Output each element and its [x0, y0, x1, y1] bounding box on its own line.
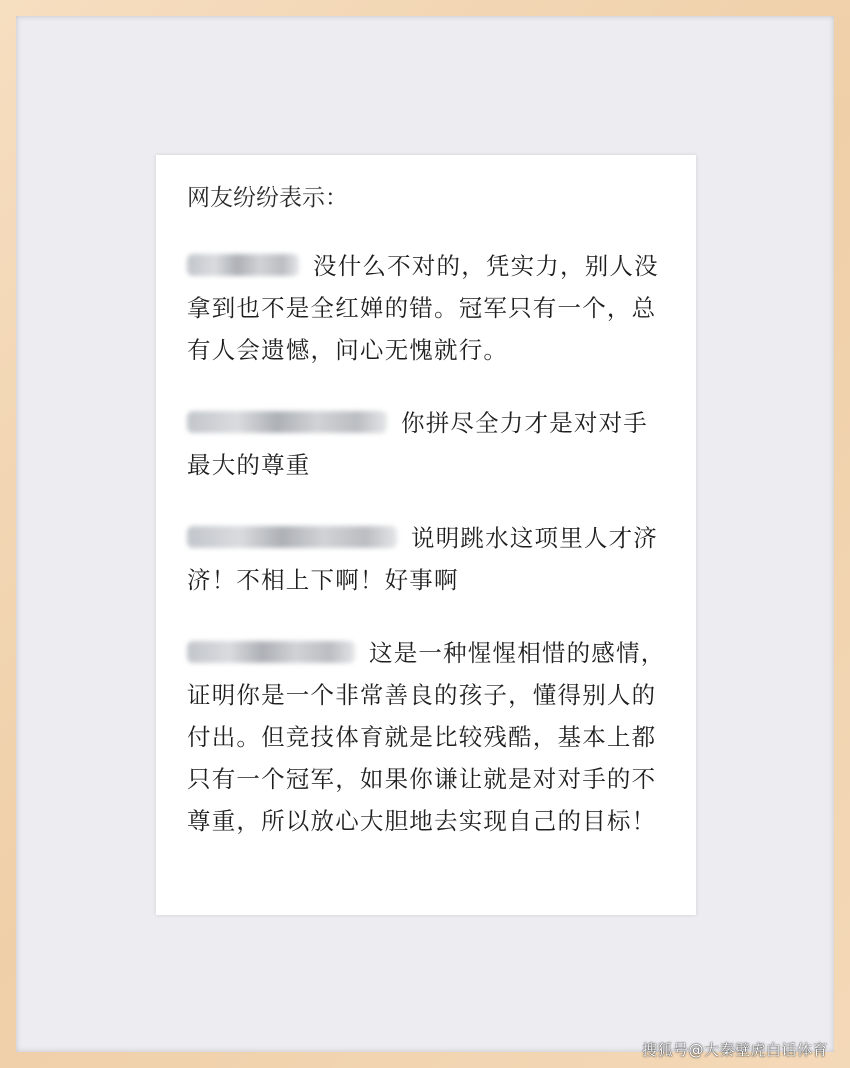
blurred-username — [187, 641, 355, 663]
intro-text: 网友纷纷表示： — [187, 185, 348, 211]
blurred-username — [187, 411, 387, 433]
comment-text: 没什么不对的，凭实力，别人没拿到也不是全红婵的错。冠军只有一个，总有人会遗憾，问心无愧就行。 — [187, 252, 659, 364]
comment-text: 说明跳水这项里人才济济！不相上下啊！好事啊 — [187, 524, 658, 594]
comment-4 — [187, 632, 666, 842]
screenshot-card — [156, 155, 696, 915]
comment-2 — [187, 402, 666, 486]
comment-3 — [187, 517, 666, 601]
comment-1 — [187, 245, 666, 371]
source-watermark: 搜狐号@大秦壁虎白话体育 — [641, 1041, 828, 1059]
blurred-username — [187, 526, 397, 548]
comment-text: 这是一种惺惺相惜的感情，证明你是一个非常善良的孩子，懂得别人的付出。但竞技体育就是比较残酷，基本上都只有一个冠军，如果你谦让就是对对手的不尊重，所以放心大胆地去实现自己的目标！ — [187, 639, 666, 835]
comment-text: 你拼尽全力才是对对手最大的尊重 — [187, 409, 648, 479]
blurred-username — [187, 254, 299, 276]
